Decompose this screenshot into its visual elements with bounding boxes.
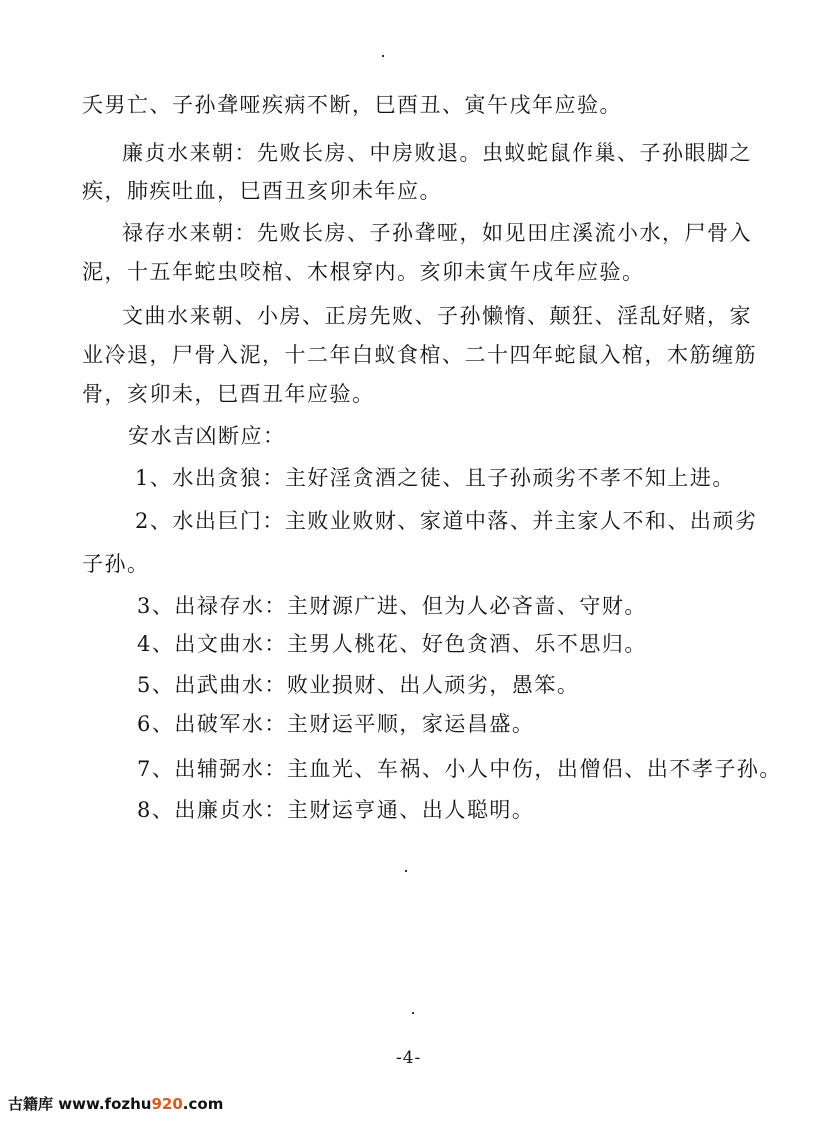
list-item-3: 3、出禄存水：主财源广进、但为人必吝啬、守财。 (137, 594, 647, 618)
text-line-7: 业冷退，尸骨入泥，十二年白蚁食棺、二十四年蛇鼠入棺，木筋缠筋 (82, 343, 757, 367)
scan-speck (405, 870, 407, 872)
list-item-1: 1、水出贪狼：主好淫贪酒之徒、且子孙顽劣不孝不知上进。 (135, 466, 735, 490)
footer-site-name: 古籍库 (8, 1095, 54, 1113)
footer-url-suffix: .com (182, 1095, 224, 1113)
section-heading: 安水吉凶断应： (128, 424, 286, 448)
text-line-3: 疾，肺疾吐血，巳酉丑亥卯未年应。 (82, 179, 442, 203)
scan-speck (382, 55, 384, 57)
list-item-6: 6、出破军水：主财运平顺，家运昌盛。 (137, 712, 535, 736)
text-line-4: 禄存水来朝：先败长房、子孙聋哑，如见田庄溪流小水，尸骨入 (122, 221, 752, 245)
text-line-2: 廉贞水来朝：先败长房、中房败退。虫蚁蛇鼠作巢、子孙眼脚之 (122, 141, 752, 165)
list-item-2-continuation: 子孙。 (82, 552, 150, 576)
text-line-1: 夭男亡、子孙聋哑疾病不断，巳酉丑、寅午戌年应验。 (82, 93, 622, 117)
page-number: -4- (396, 1048, 422, 1068)
footer-url-prefix: www.fozhu (58, 1095, 152, 1113)
text-line-6: 文曲水来朝、小房、正房先败、子孙懒惰、颠狂、淫乱好赌，家 (122, 304, 752, 328)
scan-speck (412, 1012, 414, 1014)
list-item-8: 8、出廉贞水：主财运亨通、出人聪明。 (137, 798, 535, 822)
text-line-5: 泥，十五年蛇虫咬棺、木根穿内。亥卯未寅午戌年应验。 (82, 260, 645, 284)
list-item-4: 4、出文曲水：主男人桃花、好色贪酒、乐不思归。 (137, 632, 647, 656)
text-line-8: 骨，亥卯未，巳酉丑年应验。 (82, 382, 375, 406)
footer-url-number: 920 (151, 1095, 183, 1113)
footer-watermark (8, 1093, 223, 1114)
list-item-7: 7、出辅弼水：主血光、车祸、小人中伤，出僧侣、出不孝子孙。 (137, 757, 782, 781)
list-item-2: 2、水出巨门：主败业败财、家道中落、并主家人不和、出顽劣 (135, 509, 758, 533)
list-item-5: 5、出武曲水：败业损财、出人顽劣，愚笨。 (137, 673, 580, 697)
